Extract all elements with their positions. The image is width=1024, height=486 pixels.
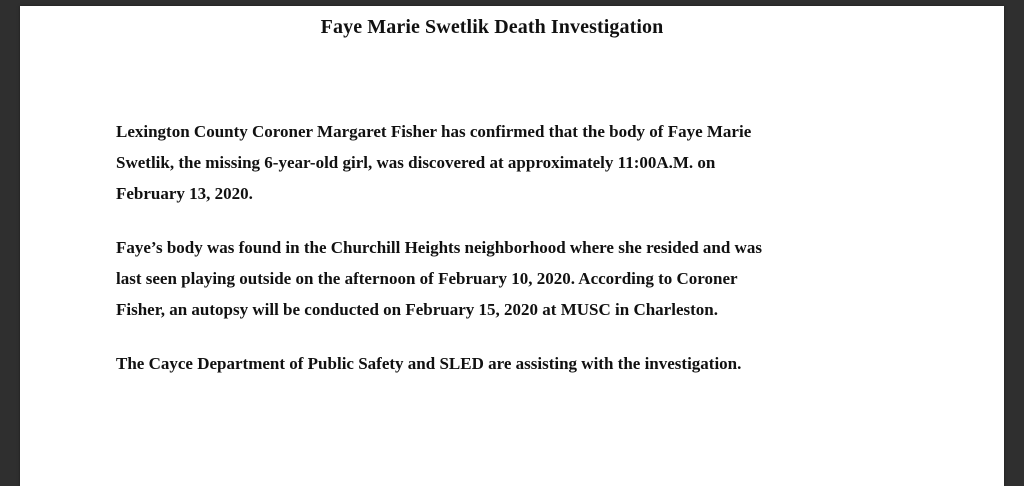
paragraph-line: Lexington County Coroner Margaret Fisher has confirmed that the body of Faye Marie xyxy=(116,122,752,141)
paragraph-line: February 13, 2020. xyxy=(116,184,253,203)
paragraph-1 xyxy=(116,116,876,209)
paragraph-line: last seen playing outside on the afternoon of February 10, 2020. According to Coroner xyxy=(116,269,738,288)
document-title: Faye Marie Swetlik Death Investigation xyxy=(320,16,664,38)
paragraph-2 xyxy=(116,232,876,325)
paragraph-line: The Cayce Department of Public Safety and SLED are assisting with the investigation. xyxy=(116,354,742,373)
document-body xyxy=(116,116,876,402)
paragraph-line: Fisher, an autopsy will be conducted on February 15, 2020 at MUSC in Charleston. xyxy=(116,300,718,319)
paragraph-3 xyxy=(116,348,876,379)
paragraph-line: Swetlik, the missing 6-year-old girl, was discovered at approximately 11:00A.M. on xyxy=(116,153,716,172)
paragraph-line: Faye’s body was found in the Churchill Heights neighborhood where she resided and was xyxy=(116,238,762,257)
